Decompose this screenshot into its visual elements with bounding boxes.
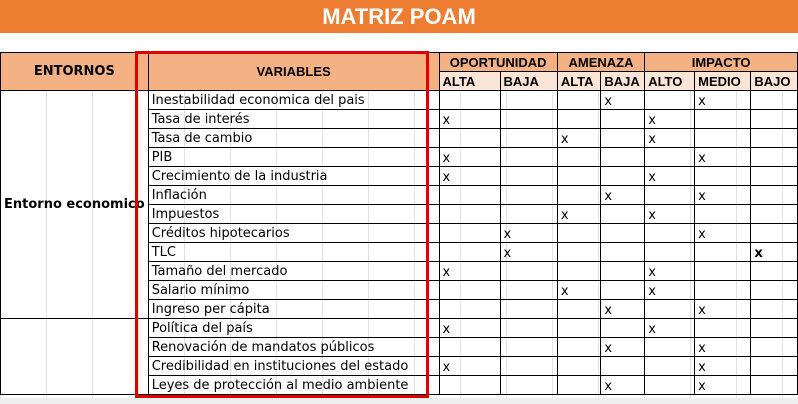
entorno-cell[interactable] (1, 319, 149, 395)
header-amenaza-alta[interactable]: ALTA (557, 72, 601, 91)
mark-cell-amenaza-baja[interactable] (601, 357, 645, 376)
entorno-cell[interactable]: Entorno economico (1, 91, 149, 319)
mark-cell-oportunidad-baja[interactable] (500, 91, 557, 110)
mark-cell-oportunidad-alta[interactable] (439, 224, 500, 243)
mark-cell-impacto-alto[interactable] (645, 148, 695, 167)
variable-cell[interactable]: Tamaño del mercado (148, 262, 439, 281)
mark-cell-oportunidad-alta[interactable]: x (439, 167, 500, 186)
mark-cell-oportunidad-baja[interactable] (500, 110, 557, 129)
mark-cell-oportunidad-alta[interactable]: x (439, 319, 500, 338)
variable-cell[interactable]: Créditos hipotecarios (148, 224, 439, 243)
mark-cell-amenaza-baja[interactable] (601, 243, 645, 262)
variable-cell[interactable]: Tasa de interés (148, 110, 439, 129)
header-impacto-alto[interactable]: ALTO (645, 72, 695, 91)
mark-cell-impacto-medio[interactable] (695, 110, 751, 129)
mark-cell-impacto-medio[interactable]: x (695, 300, 751, 319)
mark-cell-impacto-medio[interactable] (695, 167, 751, 186)
mark-cell-amenaza-baja[interactable] (601, 167, 645, 186)
mark-cell-impacto-bajo[interactable] (751, 319, 798, 338)
mark-cell-oportunidad-baja[interactable]: x (500, 224, 557, 243)
mark-cell-oportunidad-baja[interactable] (500, 205, 557, 224)
mark-cell-impacto-alto[interactable]: x (645, 167, 695, 186)
header-amenaza[interactable]: AMENAZA (557, 53, 644, 72)
mark-cell-impacto-medio[interactable] (695, 281, 751, 300)
mark-cell-amenaza-alta[interactable] (557, 262, 601, 281)
mark-cell-impacto-alto[interactable]: x (645, 281, 695, 300)
mark-cell-impacto-bajo[interactable] (751, 205, 798, 224)
mark-cell-amenaza-baja[interactable] (601, 319, 645, 338)
mark-cell-impacto-bajo[interactable]: x (751, 243, 798, 262)
mark-cell-oportunidad-baja[interactable] (500, 186, 557, 205)
matrix-title: MATRIZ POAM (0, 0, 798, 33)
mark-cell-impacto-alto[interactable]: x (645, 319, 695, 338)
mark-cell-oportunidad-baja[interactable] (500, 319, 557, 338)
mark-cell-oportunidad-alta[interactable]: x (439, 148, 500, 167)
mark-cell-impacto-medio[interactable] (695, 129, 751, 148)
mark-cell-amenaza-baja[interactable] (601, 281, 645, 300)
blank-row (0, 33, 798, 53)
mark-cell-impacto-medio[interactable]: x (695, 224, 751, 243)
mark-cell-oportunidad-baja[interactable] (500, 262, 557, 281)
table-row (1, 319, 798, 338)
mark-cell-amenaza-baja[interactable] (601, 129, 645, 148)
mark-cell-amenaza-baja[interactable]: x (601, 338, 645, 357)
mark-cell-oportunidad-baja[interactable] (500, 281, 557, 300)
header-oportunidad-alta[interactable]: ALTA (439, 72, 500, 91)
mark-cell-impacto-alto[interactable] (645, 338, 695, 357)
mark-cell-oportunidad-alta[interactable]: x (439, 262, 500, 281)
variable-cell[interactable]: PIB (148, 148, 439, 167)
mark-cell-oportunidad-baja[interactable] (500, 300, 557, 319)
mark-cell-oportunidad-alta[interactable] (439, 129, 500, 148)
mark-cell-amenaza-baja[interactable]: x (601, 186, 645, 205)
mark-cell-oportunidad-alta[interactable] (439, 376, 500, 395)
mark-cell-oportunidad-alta[interactable]: x (439, 357, 500, 376)
mark-cell-impacto-bajo[interactable] (751, 186, 798, 205)
mark-cell-impacto-medio[interactable]: x (695, 148, 751, 167)
header-impacto-medio[interactable]: MEDIO (695, 72, 751, 91)
mark-cell-oportunidad-alta[interactable] (439, 338, 500, 357)
mark-cell-impacto-medio[interactable]: x (695, 186, 751, 205)
mark-cell-impacto-alto[interactable] (645, 376, 695, 395)
variable-cell[interactable]: Crecimiento de la industria (148, 167, 439, 186)
table-row (1, 91, 798, 110)
mark-cell-oportunidad-alta[interactable] (439, 243, 500, 262)
mark-cell-amenaza-alta[interactable]: x (557, 129, 601, 148)
mark-cell-oportunidad-baja[interactable] (500, 338, 557, 357)
mark-cell-impacto-medio[interactable]: x (695, 357, 751, 376)
mark-cell-impacto-alto[interactable]: x (645, 129, 695, 148)
mark-cell-impacto-bajo[interactable] (751, 262, 798, 281)
mark-cell-amenaza-alta[interactable]: x (557, 205, 601, 224)
variable-cell[interactable]: Inestabilidad economica del pais (148, 91, 439, 110)
mark-cell-impacto-bajo[interactable] (751, 376, 798, 395)
variable-cell[interactable]: Impuestos (148, 205, 439, 224)
variable-cell[interactable]: TLC (148, 243, 439, 262)
mark-cell-impacto-bajo[interactable] (751, 110, 798, 129)
mark-cell-oportunidad-alta[interactable] (439, 186, 500, 205)
mark-cell-amenaza-baja[interactable]: x (601, 376, 645, 395)
header-oportunidad[interactable]: OPORTUNIDAD (439, 53, 557, 72)
mark-cell-impacto-alto[interactable] (645, 300, 695, 319)
variable-cell[interactable]: Inflación (148, 186, 439, 205)
mark-cell-amenaza-alta[interactable]: x (557, 281, 601, 300)
mark-cell-amenaza-baja[interactable] (601, 110, 645, 129)
mark-cell-impacto-medio[interactable]: x (695, 376, 751, 395)
mark-cell-amenaza-alta[interactable] (557, 224, 601, 243)
mark-cell-amenaza-alta[interactable] (557, 376, 601, 395)
mark-cell-impacto-bajo[interactable] (751, 357, 798, 376)
variable-cell[interactable]: Renovación de mandatos públicos (148, 338, 439, 357)
mark-cell-amenaza-baja[interactable] (601, 205, 645, 224)
mark-cell-amenaza-baja[interactable] (601, 148, 645, 167)
mark-cell-amenaza-alta[interactable] (557, 338, 601, 357)
header-amenaza-baja[interactable]: BAJA (601, 72, 645, 91)
matrix-body (1, 91, 798, 395)
mark-cell-oportunidad-alta[interactable] (439, 281, 500, 300)
variable-cell[interactable]: Ingreso per cápita (148, 300, 439, 319)
variable-cell[interactable]: Salario mínimo (148, 281, 439, 300)
mark-cell-impacto-bajo[interactable] (751, 91, 798, 110)
mark-cell-impacto-alto[interactable] (645, 186, 695, 205)
mark-cell-amenaza-baja[interactable] (601, 262, 645, 281)
mark-cell-oportunidad-alta[interactable] (439, 91, 500, 110)
mark-cell-oportunidad-baja[interactable]: x (500, 243, 557, 262)
mark-cell-oportunidad-alta[interactable] (439, 300, 500, 319)
mark-cell-amenaza-baja[interactable] (601, 224, 645, 243)
header-impacto[interactable]: IMPACTO (645, 53, 798, 72)
mark-cell-impacto-bajo[interactable] (751, 338, 798, 357)
mark-cell-amenaza-alta[interactable] (557, 91, 601, 110)
mark-cell-impacto-alto[interactable] (645, 224, 695, 243)
mark-cell-impacto-alto[interactable] (645, 357, 695, 376)
mark-cell-oportunidad-baja[interactable] (500, 129, 557, 148)
header-impacto-bajo[interactable]: BAJO (751, 72, 798, 91)
mark-cell-impacto-alto[interactable]: x (645, 205, 695, 224)
poam-matrix-table (0, 52, 798, 395)
mark-cell-oportunidad-baja[interactable] (500, 357, 557, 376)
horizontal-scrollbar[interactable] (0, 398, 798, 404)
mark-cell-impacto-bajo[interactable] (751, 148, 798, 167)
mark-cell-impacto-bajo[interactable] (751, 224, 798, 243)
mark-cell-impacto-bajo[interactable] (751, 167, 798, 186)
mark-cell-impacto-alto[interactable] (645, 243, 695, 262)
variable-cell[interactable]: Credibilidad en instituciones del estado (148, 357, 439, 376)
mark-cell-impacto-bajo[interactable] (751, 300, 798, 319)
mark-cell-oportunidad-baja[interactable] (500, 148, 557, 167)
mark-cell-oportunidad-alta[interactable] (439, 205, 500, 224)
mark-cell-impacto-bajo[interactable] (751, 129, 798, 148)
mark-cell-amenaza-alta[interactable] (557, 357, 601, 376)
variable-cell[interactable]: Leyes de protección al medio ambiente (148, 376, 439, 395)
mark-cell-impacto-medio[interactable] (695, 262, 751, 281)
mark-cell-amenaza-alta[interactable] (557, 243, 601, 262)
header-variables[interactable]: VARIABLES (148, 53, 439, 91)
mark-cell-amenaza-alta[interactable] (557, 148, 601, 167)
mark-cell-amenaza-alta[interactable] (557, 167, 601, 186)
mark-cell-oportunidad-alta[interactable]: x (439, 110, 500, 129)
mark-cell-amenaza-alta[interactable] (557, 300, 601, 319)
mark-cell-impacto-alto[interactable] (645, 91, 695, 110)
mark-cell-amenaza-alta[interactable] (557, 186, 601, 205)
mark-cell-amenaza-alta[interactable] (557, 110, 601, 129)
mark-cell-impacto-bajo[interactable] (751, 281, 798, 300)
mark-cell-impacto-medio[interactable] (695, 205, 751, 224)
mark-cell-impacto-alto[interactable]: x (645, 110, 695, 129)
mark-cell-amenaza-alta[interactable] (557, 319, 601, 338)
variable-cell[interactable]: Política del país (148, 319, 439, 338)
header-entornos[interactable]: ENTORNOS (1, 53, 149, 91)
mark-cell-impacto-medio[interactable] (695, 319, 751, 338)
variable-cell[interactable]: Tasa de cambio (148, 129, 439, 148)
mark-cell-impacto-medio[interactable] (695, 243, 751, 262)
mark-cell-impacto-medio[interactable]: x (695, 338, 751, 357)
header-oportunidad-baja[interactable]: BAJA (500, 72, 557, 91)
mark-cell-oportunidad-baja[interactable] (500, 167, 557, 186)
mark-cell-amenaza-baja[interactable]: x (601, 91, 645, 110)
mark-cell-oportunidad-baja[interactable] (500, 376, 557, 395)
mark-cell-impacto-medio[interactable]: x (695, 91, 751, 110)
mark-cell-amenaza-baja[interactable]: x (601, 300, 645, 319)
mark-cell-impacto-alto[interactable]: x (645, 262, 695, 281)
